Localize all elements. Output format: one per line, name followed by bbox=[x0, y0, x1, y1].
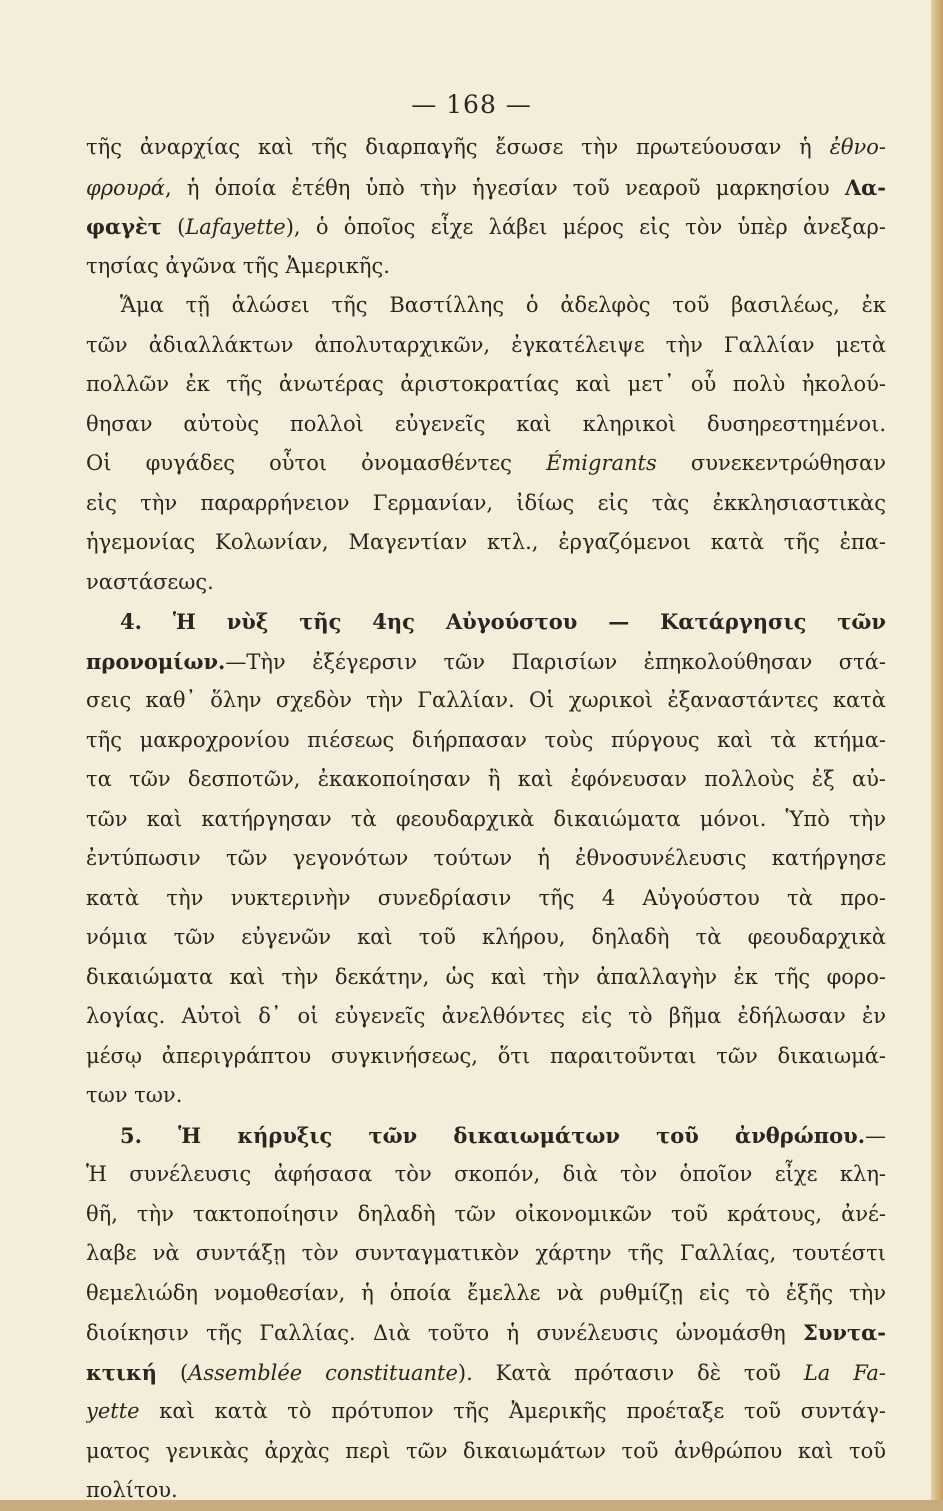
text-run: ). Κατὰ πρότασιν δὲ τοῦ bbox=[457, 1360, 804, 1385]
text-run: ( bbox=[157, 1360, 189, 1385]
text-line bbox=[86, 1116, 886, 1156]
text-run: , ἡ ὁποία ἐτέθη ὑπὸ τὴν ἡγεσίαν τοῦ νεαροῦ μαρκησίου bbox=[165, 175, 845, 200]
text-run: ματος γενικὰς ἀρχὰς περὶ τῶν δικαιωμάτων τοῦ ἀνθρώπου καὶ τοῦ bbox=[86, 1438, 886, 1463]
text-line bbox=[86, 1471, 886, 1511]
text-line bbox=[86, 1037, 886, 1077]
text-line bbox=[86, 1234, 886, 1274]
text-run: κατὰ τὴν νυκτερινὴν συνεδρίασιν τῆς 4 Αὐγούστου τὰ προ- bbox=[86, 885, 886, 910]
text-run: θησαν αὐτοὺς πολλοὶ εὐγενεῖς καὶ κληρικοὶ δυσηρεστημένοι. bbox=[86, 411, 886, 436]
text-run: λαβε νὰ συντάξῃ τὸν συνταγματικὸν χάρτην τῆς Γαλλίας, τουτέστι bbox=[86, 1241, 886, 1265]
text-emph: ἐθνο- bbox=[829, 135, 886, 159]
text-run: νόμια τῶν εὐγενῶν καὶ τοῦ κλήρου, δηλαδὴ τὰ φεουδαρχικὰ bbox=[86, 925, 886, 949]
text-line bbox=[86, 1392, 886, 1432]
text-run: συνεκεντρώθησαν bbox=[656, 451, 886, 475]
text-run: τῆς ἀναρχίας καὶ τῆς διαρπαγῆς ἔσωσε τὴν πρωτεύουσαν ἡ bbox=[86, 135, 830, 159]
text-run: τα τῶν δεσποτῶν, ἐκακοποίησαν ἢ καὶ ἐφόνευσαν πολλοὺς ἐξ αὐ- bbox=[86, 767, 886, 791]
text-bold: κτική bbox=[86, 1359, 158, 1385]
text-emph: Assemblée constituante bbox=[188, 1360, 458, 1385]
text-line bbox=[86, 1274, 886, 1314]
text-run: τῶν καὶ κατήργησαν τὰ φεουδαρχικὰ δικαιώματα μόνοι. Ὑπὸ τὴν bbox=[86, 806, 886, 831]
page-edge bbox=[931, 0, 943, 1500]
text-run: — bbox=[865, 1123, 886, 1148]
text-run: θῆ, τὴν τακτοποίησιν δηλαδὴ τῶν οἰκονομικῶν τοῦ κράτους, ἀνέ- bbox=[86, 1201, 886, 1226]
text-line bbox=[86, 1076, 886, 1116]
text-line bbox=[86, 602, 886, 642]
text-line bbox=[86, 326, 886, 366]
text-bold: Συντα- bbox=[803, 1320, 886, 1345]
text-emph: Lafayette bbox=[185, 215, 286, 239]
text-line bbox=[86, 642, 886, 682]
text-run: τῶν ἀδιαλλάκτων ἀπολυταρχικῶν, ἐγκατέλειψε τὴν Γαλλίαν μετὰ bbox=[86, 332, 886, 357]
text-line bbox=[86, 207, 886, 247]
text-run: των των. bbox=[86, 1083, 183, 1107]
text-line bbox=[86, 523, 886, 563]
text-line bbox=[86, 1432, 886, 1472]
text-run: λογίας. Αὐτοὶ δ᾽ οἱ εὐγενεῖς ἀνελθόντες εἰς τὸ βῆμα ἐδήλωσαν ἐν bbox=[86, 1004, 886, 1028]
text-line bbox=[86, 839, 886, 879]
text-line bbox=[86, 1313, 886, 1353]
text-line bbox=[86, 128, 886, 168]
text-bold: Λα- bbox=[844, 174, 886, 200]
text-emph: La Fa- bbox=[803, 1360, 886, 1385]
text-line bbox=[86, 168, 886, 208]
text-line bbox=[86, 958, 886, 998]
text-line bbox=[86, 879, 886, 919]
text-run: πολλῶν ἐκ τῆς ἀνωτέρας ἀριστοκρατίας καὶ μετ᾽ οὗ πολὺ ἠκολού- bbox=[86, 372, 886, 396]
text-bold: Ἡ κήρυξις τῶν δικαιωμάτων τοῦ ἀνθρώπου. bbox=[178, 1122, 866, 1148]
text-run: δικαιώματα καὶ τὴν δεκάτην, ὡς καὶ τὴν ἀπαλλαγὴν ἐκ τῆς φορο- bbox=[86, 964, 886, 989]
text-line bbox=[86, 997, 886, 1037]
text-run: ναστάσεως. bbox=[86, 569, 214, 594]
text-line bbox=[86, 563, 886, 603]
text-line bbox=[86, 1353, 886, 1393]
text-run: Οἱ φυγάδες οὗτοι ὀνομασθέντες bbox=[86, 451, 547, 475]
text-run: ( bbox=[161, 215, 186, 239]
text-line bbox=[86, 918, 886, 958]
text-run: Ἅμα τῇ ἁλώσει τῆς Βαστίλλης ὁ ἀδελφὸς τοῦ βασιλέως, ἐκ bbox=[120, 293, 886, 317]
text-line bbox=[86, 1155, 886, 1195]
text-run: θεμελιώδη νομοθεσίαν, ἡ ὁποία ἔμελλε νὰ ρυθμίζῃ εἰς τὸ ἑξῆς τὴν bbox=[86, 1280, 886, 1305]
text-line bbox=[86, 484, 886, 524]
text-line bbox=[86, 681, 886, 721]
text-line bbox=[86, 760, 886, 800]
text-line bbox=[86, 405, 886, 445]
text-line bbox=[86, 1195, 886, 1235]
text-line bbox=[86, 721, 886, 761]
text-run: τῆς μακροχρονίου πιέσεως διήρπασαν τοὺς πύργους καὶ τὰ κτήμα- bbox=[86, 727, 886, 752]
text-run: πολίτου. bbox=[86, 1478, 178, 1502]
body-text bbox=[86, 128, 886, 1511]
page-number: — 168 — bbox=[411, 90, 532, 119]
text-run: εἰς τὴν παραρρήνειον Γερμανίαν, ἰδίως εἰς τὰς ἐκκλησιαστικὰς bbox=[86, 490, 886, 515]
text-line bbox=[86, 800, 886, 840]
text-run: τησίας ἀγῶνα τῆς Ἀμερικῆς. bbox=[86, 253, 390, 278]
text-bold: Ἡ νὺξ τῆς 4ης Αὐγούστου — Κατάργησις τῶν bbox=[172, 609, 886, 634]
text-emph: Émigrants bbox=[546, 451, 657, 475]
text-num: 5. bbox=[120, 1122, 179, 1148]
text-emph: yette bbox=[86, 1399, 140, 1423]
text-emph: φρουρά bbox=[86, 175, 165, 200]
text-run: ), ὁ ὁποῖος εἶχε λάβει μέρος εἰς τὸν ὑπὲρ ἀνεξαρ- bbox=[285, 215, 886, 239]
text-run: διοίκησιν τῆς Γαλλίας. Διὰ τοῦτο ἡ συνέλευσις ὠνομάσθη bbox=[86, 1321, 803, 1345]
text-bold: φαγὲτ bbox=[86, 214, 162, 239]
text-run: καὶ κατὰ τὸ πρότυπον τῆς Ἀμερικῆς προέταξε τοῦ συντάγ- bbox=[139, 1399, 886, 1423]
text-line bbox=[86, 286, 886, 326]
text-run: ἐντύπωσιν τῶν γεγονότων τούτων ἡ ἐθνοσυνέλευσις κατήργησε bbox=[86, 846, 886, 870]
text-bold: προνομίων. bbox=[86, 648, 226, 674]
text-line bbox=[86, 247, 886, 287]
text-line bbox=[86, 444, 886, 484]
text-run: μέσῳ ἀπεριγράπτου συγκινήσεως, ὅτι παραιτοῦνται τῶν δικαιωμά- bbox=[86, 1043, 886, 1068]
text-num: 4. bbox=[120, 609, 173, 634]
text-run: ἡγεμονίας Κολωνίαν, Μαγεντίαν κτλ., ἐργαζόμενοι κατὰ τῆς ἐπα- bbox=[86, 530, 886, 554]
text-run: σεις καθ᾽ ὅλην σχεδὸν τὴν Γαλλίαν. Οἱ χωρικοὶ ἐξαναστάντες κατὰ bbox=[86, 688, 886, 712]
text-run: Ἡ συνέλευσις ἀφήσασα τὸν σκοπόν, διὰ τὸν ὁποῖον εἶχε κλη- bbox=[86, 1162, 886, 1186]
text-line bbox=[86, 365, 886, 405]
text-run: —Τὴν ἐξέγερσιν τῶν Παρισίων ἐπηκολούθησαν στά- bbox=[225, 649, 886, 674]
